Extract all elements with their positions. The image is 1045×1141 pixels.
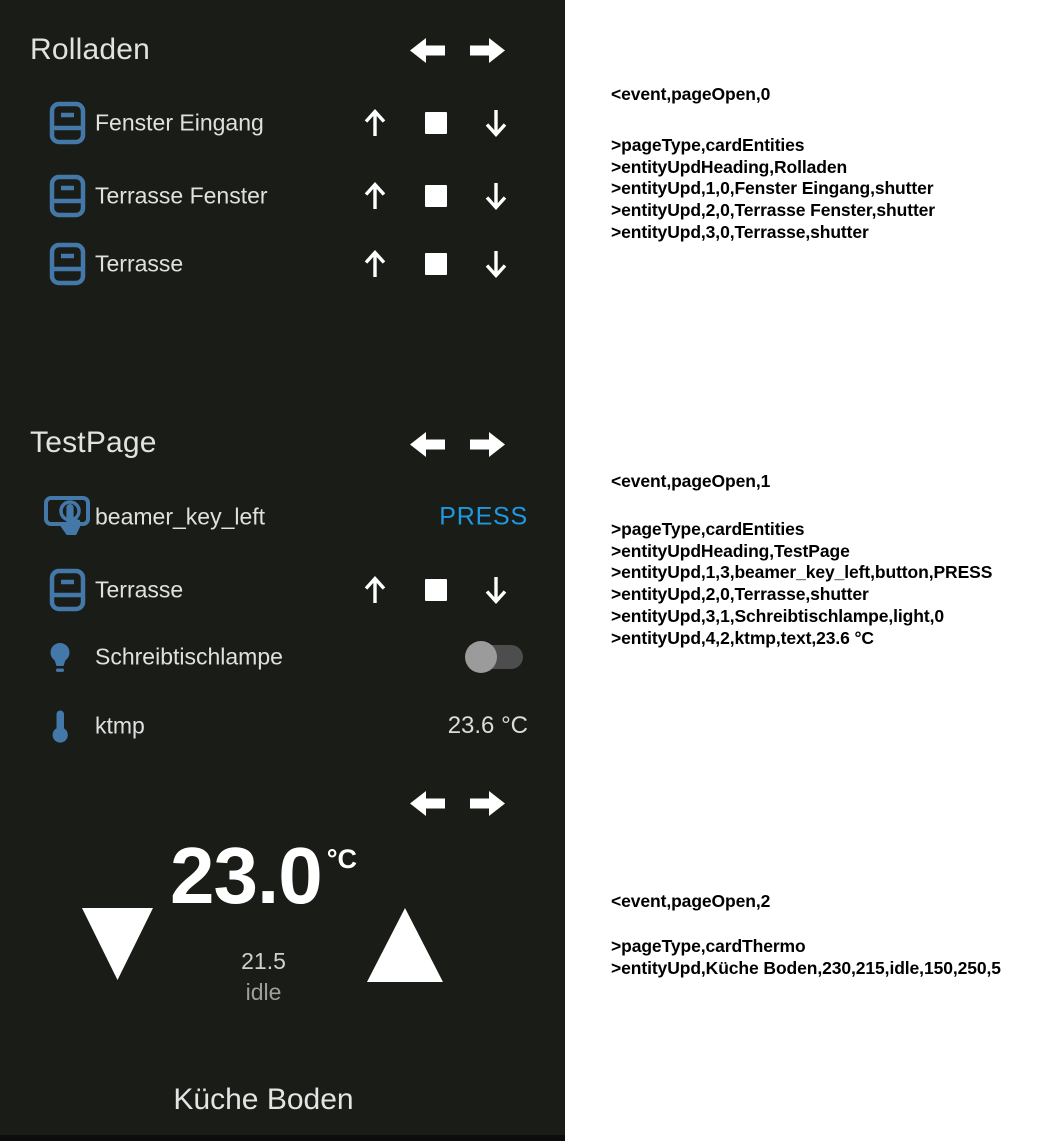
serial-line: >entityUpd,2,0,Terrasse Fenster,shutter <box>611 200 936 221</box>
serial-response-block <box>611 519 992 649</box>
panel-bottom-strip <box>0 1135 565 1141</box>
serial-event-line: <event,pageOpen,0 <box>611 84 771 104</box>
serial-event-line: <event,pageOpen,1 <box>611 471 771 491</box>
serial-line: >entityUpd,3,0,Terrasse,shutter <box>611 221 869 242</box>
card2-heading: TestPage <box>30 426 157 459</box>
serial-line: >entityUpd,3,1,Schreibtischlampe,light,0 <box>611 605 944 626</box>
serial-line: >entityUpd,Küche Boden,230,215,idle,150,250,5 <box>611 957 1001 978</box>
prev-page-arrow-icon[interactable] <box>410 789 445 818</box>
shutter-stop-button[interactable] <box>425 253 447 275</box>
press-button[interactable]: PRESS <box>439 502 528 531</box>
shutter-down-button[interactable] <box>482 574 510 606</box>
entity-label: ktmp <box>95 712 145 739</box>
next-page-arrow-icon[interactable] <box>470 789 505 818</box>
next-page-arrow-icon[interactable] <box>470 430 505 459</box>
serial-line: >pageType,cardEntities <box>611 519 805 539</box>
lightbulb-icon <box>46 633 74 681</box>
target-temperature: 21.5 <box>241 948 286 974</box>
temperature-unit: °C <box>326 844 357 874</box>
entity-label: Terrasse Fenster <box>95 182 268 209</box>
entity-row <box>0 633 565 681</box>
serial-line: >pageType,cardEntities <box>611 135 805 155</box>
entity-row <box>0 172 565 220</box>
window-shutter-icon <box>44 566 90 614</box>
entity-label: Terrasse <box>95 576 184 603</box>
shutter-stop-button[interactable] <box>425 112 447 134</box>
entity-row <box>0 240 565 288</box>
window-shutter-icon <box>44 172 90 220</box>
shutter-stop-button[interactable] <box>425 579 447 601</box>
entity-row <box>0 702 565 750</box>
entity-row <box>0 566 565 614</box>
serial-response-block <box>611 936 1001 979</box>
serial-line: >entityUpdHeading,Rolladen <box>611 156 848 177</box>
entity-label: Fenster Eingang <box>95 109 264 136</box>
shutter-up-button[interactable] <box>361 248 389 280</box>
serial-line: >pageType,cardThermo <box>611 936 806 956</box>
serial-line: >entityUpd,2,0,Terrasse,shutter <box>611 584 869 605</box>
next-page-arrow-icon[interactable] <box>470 36 505 65</box>
thermostat-state: idle <box>245 979 282 1005</box>
shutter-up-button[interactable] <box>361 107 389 139</box>
prev-page-arrow-icon[interactable] <box>410 36 445 65</box>
serial-line: >entityUpd,1,3,beamer_key_left,button,PRESS <box>611 562 993 583</box>
serial-response-block <box>611 135 935 244</box>
temperature-value: 23.6 °C <box>447 712 528 739</box>
shutter-up-button[interactable] <box>361 574 389 606</box>
light-toggle-switch[interactable] <box>467 645 523 669</box>
current-temperature-value: 23.0 <box>170 831 322 920</box>
entity-label: Schreibtischlampe <box>95 643 283 670</box>
card1-heading: Rolladen <box>30 33 151 66</box>
shutter-stop-button[interactable] <box>425 185 447 207</box>
gesture-tap-button-icon <box>44 493 90 541</box>
shutter-down-button[interactable] <box>482 248 510 280</box>
thermometer-icon <box>46 702 74 750</box>
entity-label: beamer_key_left <box>95 503 266 530</box>
serial-event-line: <event,pageOpen,2 <box>611 891 771 911</box>
entity-label: Terrasse <box>95 250 184 277</box>
shutter-down-button[interactable] <box>482 180 510 212</box>
serial-line: >entityUpdHeading,TestPage <box>611 540 850 561</box>
window-shutter-icon <box>44 240 90 288</box>
entity-row <box>0 493 565 541</box>
thermostat-title: Küche Boden <box>173 1083 354 1116</box>
serial-line: >entityUpd,1,0,Fenster Eingang,shutter <box>611 178 934 199</box>
current-temperature <box>0 831 527 920</box>
shutter-down-button[interactable] <box>482 107 510 139</box>
shutter-up-button[interactable] <box>361 180 389 212</box>
window-shutter-icon <box>44 99 90 147</box>
prev-page-arrow-icon[interactable] <box>410 430 445 459</box>
toggle-knob <box>465 641 497 673</box>
serial-line: >entityUpd,4,2,ktmp,text,23.6 °C <box>611 627 874 648</box>
entity-row <box>0 99 565 147</box>
